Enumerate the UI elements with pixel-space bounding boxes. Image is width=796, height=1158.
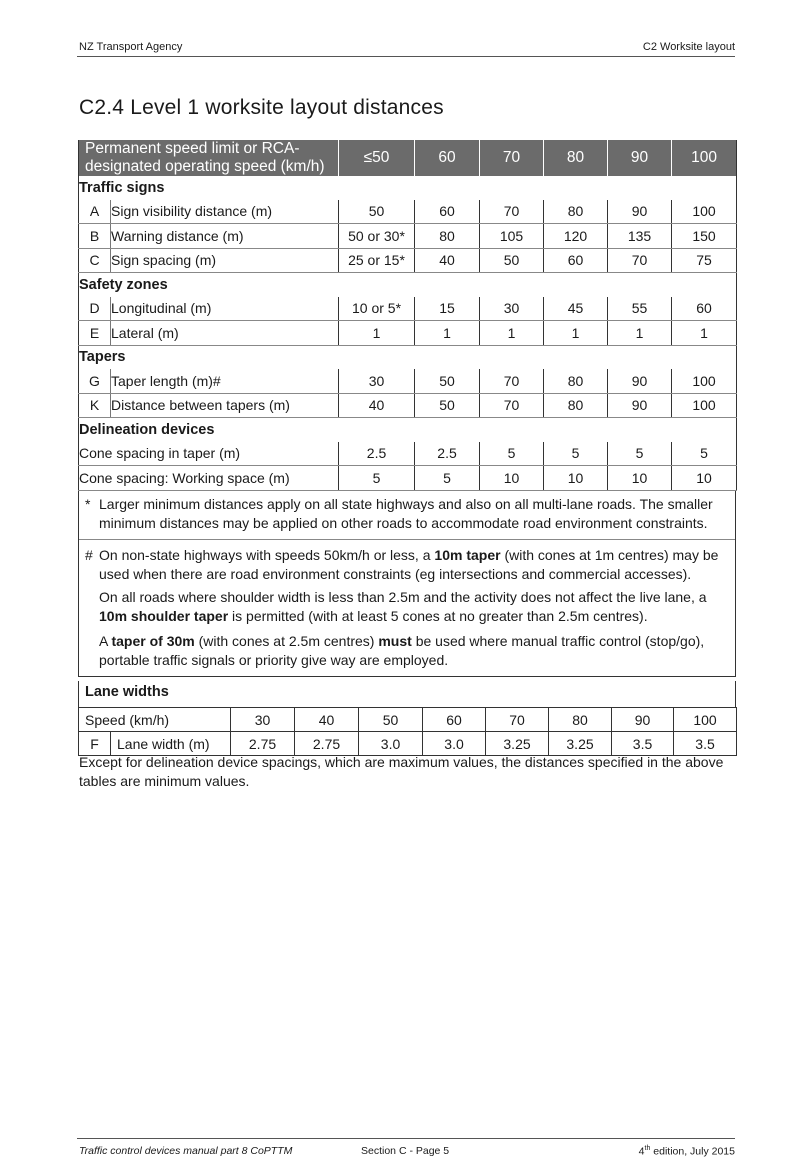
row-value: 100	[672, 393, 737, 418]
row-value: 70	[480, 393, 544, 418]
row-value: 50	[415, 393, 480, 418]
header-speed-5: 100	[672, 140, 737, 176]
header-speed-4: 90	[608, 140, 672, 176]
row-value: 60	[544, 248, 608, 273]
row-label: Cone spacing in taper (m)	[79, 442, 339, 466]
row-value: 30	[480, 297, 544, 321]
row-letter: K	[79, 393, 111, 418]
page-footer	[77, 1138, 735, 1158]
row-value: 90	[608, 200, 672, 224]
lane-speed-value: 90	[612, 708, 674, 732]
lane-speed-value: 40	[295, 708, 359, 732]
row-label: Cone spacing: Working space (m)	[79, 466, 339, 491]
row-value: 70	[480, 200, 544, 224]
row-value: 70	[480, 369, 544, 393]
section-row	[79, 273, 737, 297]
section-title: Delineation devices	[79, 418, 737, 442]
notes-box	[78, 491, 736, 677]
note-star: * Larger minimum distances apply on all state highways and also on all multi-lane roads. The smaller minimum distances may be applied on other roads to accommodate road environment constraints.	[85, 496, 713, 531]
row-label: Sign spacing (m)	[111, 248, 339, 273]
row-value: 50	[415, 369, 480, 393]
lane-width-row	[79, 732, 737, 756]
row-value: 5	[608, 442, 672, 466]
row-value: 90	[608, 393, 672, 418]
header-speed-1: 60	[415, 140, 480, 176]
table-row	[79, 248, 737, 273]
row-letter: G	[79, 369, 111, 393]
lane-width-value: 3.5	[612, 732, 674, 756]
row-label: Distance between tapers (m)	[111, 393, 339, 418]
row-letter: E	[79, 321, 111, 346]
section-title: Tapers	[79, 345, 737, 369]
row-value: 80	[544, 200, 608, 224]
row-letter: B	[79, 224, 111, 249]
row-value: 25 or 15*	[339, 248, 415, 273]
table-row	[79, 297, 737, 321]
lane-width-value: 3.0	[359, 732, 423, 756]
row-value: 5	[415, 466, 480, 491]
row-value: 80	[544, 369, 608, 393]
table-row	[79, 393, 737, 418]
section-title: Traffic signs	[79, 176, 737, 200]
note-hash: # On non-state highways with speeds 50km/h or less, a 10m taper (with cones at 1m centres) may be used when there are road environment constraints (eg intersections and commercial accesses).	[85, 547, 719, 582]
lane-speed-row	[79, 708, 737, 732]
row-value: 105	[480, 224, 544, 249]
row-value: 100	[672, 200, 737, 224]
header-speed-2: 70	[480, 140, 544, 176]
lane-speed-value: 100	[674, 708, 737, 732]
row-value: 10	[544, 466, 608, 491]
row-value: 150	[672, 224, 737, 249]
row-value: 30	[339, 369, 415, 393]
row-value: 1	[672, 321, 737, 346]
note-star-text: Larger minimum distances apply on all state highways and also on all multi-lane roads. The smaller minimum distances may be applied on other roads to accommodate road environment constraints.	[99, 496, 713, 531]
row-label: Taper length (m)#	[111, 369, 339, 393]
row-value: 1	[415, 321, 480, 346]
lane-width-value: 3.25	[549, 732, 612, 756]
header-right: C2 Worksite layout	[642, 41, 735, 53]
header-speed-label: Permanent speed limit or RCA-designated operating speed (km/h)	[79, 140, 339, 176]
page-header	[77, 38, 735, 57]
closing-note: Except for delineation device spacings, which are maximum values, the distances specified in the above tables are minimum values.	[79, 754, 724, 789]
lane-width-value: 3.25	[486, 732, 549, 756]
row-value: 90	[608, 369, 672, 393]
row-value: 1	[339, 321, 415, 346]
row-value: 100	[672, 369, 737, 393]
row-value: 15	[415, 297, 480, 321]
row-value: 1	[608, 321, 672, 346]
row-value: 50	[339, 200, 415, 224]
page-title: C2.4 Level 1 worksite layout distances	[79, 96, 444, 119]
lane-speed-label: Speed (km/h)	[79, 708, 231, 732]
footer-right: 4th edition, July 2015	[638, 1145, 735, 1158]
row-value: 5	[544, 442, 608, 466]
table-header-row	[79, 140, 737, 176]
lane-widths-table	[78, 707, 737, 756]
row-value: 60	[415, 200, 480, 224]
row-value: 10	[672, 466, 737, 491]
row-label: Sign visibility distance (m)	[111, 200, 339, 224]
lane-speed-value: 30	[231, 708, 295, 732]
row-value: 10 or 5*	[339, 297, 415, 321]
row-value: 60	[672, 297, 737, 321]
table-row	[79, 224, 737, 249]
lane-speed-value: 80	[549, 708, 612, 732]
lane-speed-value: 50	[359, 708, 423, 732]
table-row	[79, 442, 737, 466]
table-row	[79, 369, 737, 393]
header-left: NZ Transport Agency	[79, 41, 183, 53]
lane-width-value: 3.5	[674, 732, 737, 756]
lane-widths-title: Lane widths	[78, 681, 736, 707]
table-row	[79, 321, 737, 346]
section-row	[79, 176, 737, 200]
table-row	[79, 200, 737, 224]
row-value: 80	[415, 224, 480, 249]
section-row	[79, 418, 737, 442]
section-row	[79, 345, 737, 369]
row-value: 10	[480, 466, 544, 491]
lane-width-value: 2.75	[295, 732, 359, 756]
row-value: 10	[608, 466, 672, 491]
row-value: 1	[544, 321, 608, 346]
row-value: 40	[415, 248, 480, 273]
row-value: 5	[672, 442, 737, 466]
row-label: Longitudinal (m)	[111, 297, 339, 321]
row-value: 75	[672, 248, 737, 273]
row-value: 70	[608, 248, 672, 273]
lane-width-value: 2.75	[231, 732, 295, 756]
row-letter: C	[79, 248, 111, 273]
footer-left: Traffic control devices manual part 8 CoPTTM	[79, 1145, 293, 1157]
lane-widths-section	[78, 681, 736, 756]
lane-speed-value: 70	[486, 708, 549, 732]
row-label: Warning distance (m)	[111, 224, 339, 249]
row-value: 40	[339, 393, 415, 418]
row-value: 5	[480, 442, 544, 466]
row-letter: D	[79, 297, 111, 321]
lane-width-value: 3.0	[423, 732, 486, 756]
note-hash-p2: On all roads where shoulder width is less than 2.5m and the activity does not affect the live lane, a 10m shoulder taper is permitted (with at least 5 cones at no greater than 2.5m centres).	[99, 589, 707, 624]
row-label: Lateral (m)	[111, 321, 339, 346]
header-speed-0: ≤50	[339, 140, 415, 176]
row-value: 45	[544, 297, 608, 321]
lane-width-letter: F	[79, 732, 111, 756]
section-title: Safety zones	[79, 273, 737, 297]
row-letter: A	[79, 200, 111, 224]
table-row	[79, 466, 737, 491]
row-value: 1	[480, 321, 544, 346]
row-value: 55	[608, 297, 672, 321]
lane-width-label: Lane width (m)	[111, 732, 231, 756]
row-value: 120	[544, 224, 608, 249]
row-value: 135	[608, 224, 672, 249]
row-value: 5	[339, 466, 415, 491]
distances-table	[78, 140, 737, 491]
note-hash-p3: A taper of 30m (with cones at 2.5m centres) must be used where manual traffic control (stop/go), portable traffic signals or priority give way are employed.	[99, 633, 705, 668]
row-value: 80	[544, 393, 608, 418]
row-value: 50 or 30*	[339, 224, 415, 249]
row-value: 2.5	[415, 442, 480, 466]
footer-center: Section C - Page 5	[361, 1145, 450, 1157]
lane-speed-value: 60	[423, 708, 486, 732]
header-speed-3: 80	[544, 140, 608, 176]
row-value: 50	[480, 248, 544, 273]
row-value: 2.5	[339, 442, 415, 466]
